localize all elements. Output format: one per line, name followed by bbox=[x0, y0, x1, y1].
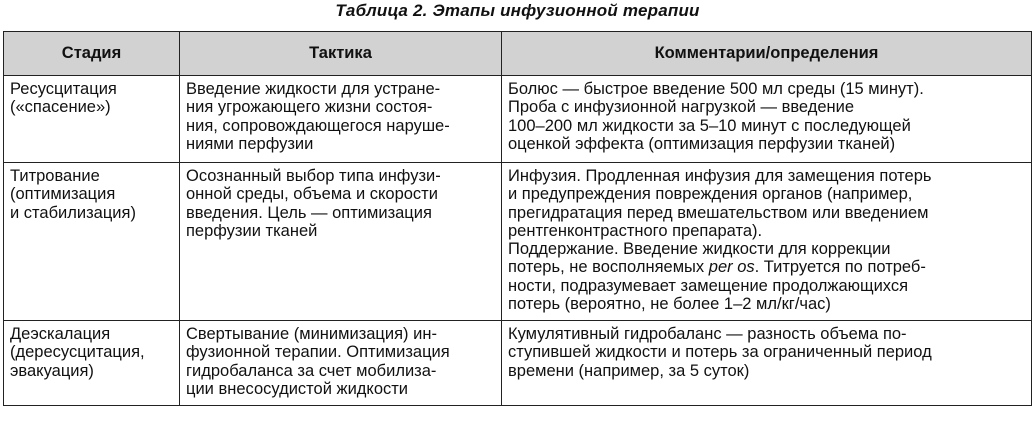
tactic-cell: Введение жидкости для устране- ния угрожающего жизни состоя- ния, сопровождающегося наруше- ниями перфузии bbox=[180, 76, 502, 163]
comment-cell: Кумулятивный гидробаланс — разность объема по- ступившей жидкости и потерь за ограниченный период времени (например, за 5 суток) bbox=[502, 321, 1032, 406]
stage-cell: Деэскалация (дересусцитация, эвакуация) bbox=[4, 321, 180, 406]
stage-cell: Ресусцитация («спасение») bbox=[4, 76, 180, 163]
comment-cell bbox=[502, 163, 1032, 321]
comment-text-part: Инфузия. Продленная инфузия для замещения потерь и предупреждения повреждения органов (например, прегидратация перед вмешательством или введением рентгенконтрастного препарата). Поддержание. Введение жидкости для коррекции потерь, не восполняемых bbox=[508, 167, 932, 277]
tactic-cell: Свертывание (минимизация) ин- фузионной терапии. Оптимизация гидробаланса за счет мобилиза- ции внесосудистой жидкости bbox=[180, 321, 502, 406]
table-caption: Таблица 2. Этапы инфузионной терапии bbox=[335, 1, 700, 20]
stage-cell: Титрование (оптимизация и стабилизация) bbox=[4, 163, 180, 321]
comment-text-part: . Титруется по потреб- ности, подразумевает замещение продолжающихся потерь (вероятно, не более 1–2 мл/кг/час) bbox=[508, 258, 926, 314]
comment-italic-term: per os bbox=[708, 258, 755, 277]
infusion-stages-table bbox=[3, 31, 1032, 406]
table-header-row bbox=[4, 32, 1032, 76]
table-row-titration bbox=[4, 163, 1032, 321]
table-row-deescalation bbox=[4, 321, 1032, 406]
header-comments: Комментарии/определения bbox=[502, 32, 1032, 76]
table-row-resuscitation bbox=[4, 76, 1032, 163]
comment-cell: Болюс — быстрое введение 500 мл среды (15 минут). Проба с инфузионной нагрузкой — введение 100–200 мл жидкости за 5–10 минут с последующей оценкой эффекта (оптимизация перфузии тканей) bbox=[502, 76, 1032, 163]
tactic-cell: Осознанный выбор типа инфузи- онной среды, объема и скорости введения. Цель — оптимизация перфузии тканей bbox=[180, 163, 502, 321]
header-tactic: Тактика bbox=[180, 32, 502, 76]
header-stage: Стадия bbox=[4, 32, 180, 76]
